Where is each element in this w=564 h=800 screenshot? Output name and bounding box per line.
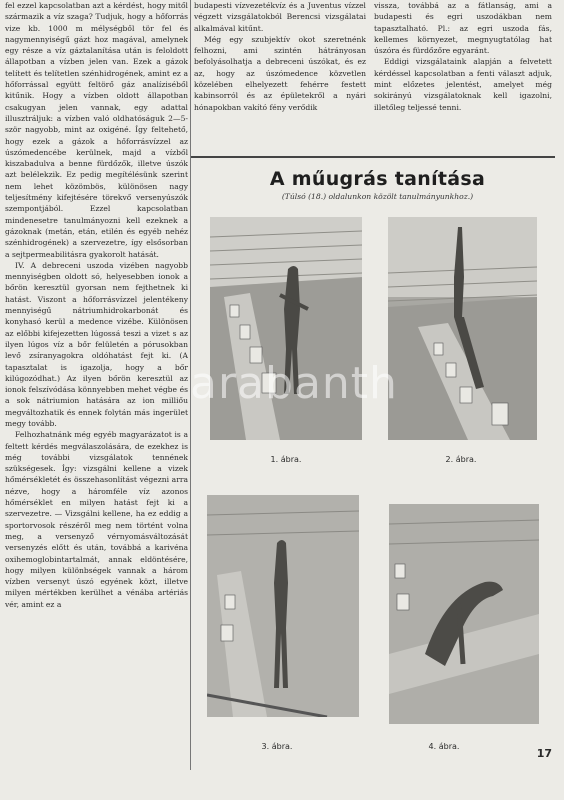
- figure-photo-1: [210, 217, 362, 440]
- figure-photo-3: [207, 495, 359, 717]
- page-number: 17: [536, 747, 552, 760]
- section-divider: [191, 156, 555, 158]
- paragraph: Felhozhatnánk még egyéb magyarázatot is a feltett kérdés megválaszolására, de ezekhez is még további vizsgálatok tennének szükségesek. Így: vizsgálni kellene a vizek hőmérsékletét és összehasonlítást végezni arra nézve, hogy a háromféle víz azonos hőmérséklet en milyen hatást fejt ki a szervezetre. — Vizsgálni kellene, ha ez eddig a sportorvosok részéről meg nem történt volna meg, a versenyző vérnyomásváltozását versenyzés előtt és után, továbbá a karivéna oxihemoglobintartalmát, annak eldöntésére, hogy milyen különbségek vannak a három vízben versenyt úszó egyének közt, illetve milyen mértékben kerülhet a vénába artériás vér, amint ez a: [5, 430, 188, 609]
- watermark: arabanth: [190, 358, 398, 409]
- figure-caption-1: 1. ábra.: [270, 455, 302, 464]
- article-subtitle: (Túlsó (18.) oldalunkon közölt tanulmányunkhoz.): [281, 192, 474, 201]
- paragraph: fel ezzel kapcsolatban azt a kérdést, hogy mitől származik a víz szaga? Tudjuk, hogy a hőforrás vize kb. 1000 m mélységből tör fel és nagymennyiségű gázt hoz magával, amelynek egy része a víz gáztalanítása után is feloldott állapotban a vízben jelen van. Ezek a gázok telített és telítetlen szénhidrogének, amint ez a hőforrással együtt feltörő gáz analíziséből kitűnik. Hogy a vízben oldott állapotban csakugyan jelen vannak, egy adattal illusztráljuk: a vízben való oldhatóságuk 2—5-ször nagyobb, mint az oxigéné. Így feltehető, hogy ezek a gázok a hőforrásvízzel az úszómedencébe kerülnek, majd a vízből kiszabadulva a benne fürdőzők, illetve úszók azt belélekzik. Ez pedig megítélésünk szerint nem lehet közömbös, különösen nagy teljesítmény kifejtésére törekvő versenyúszók szempontjából. Ezzel kapcsolatban mindenesetre tanulmányozni kell ezeknek a gázoknak (metán, etán, etilén és egyéb nehéz szénhidrogének) a szervezetre, így elsősorban a sejtpermeabilitásra gyakorolt hatását.: [5, 1, 188, 259]
- article-title: A műugrás tanítása: [269, 168, 486, 190]
- figure-caption-3: 3. ábra.: [261, 742, 293, 751]
- text-column-left: [5, 0, 188, 785]
- column-divider: [190, 0, 191, 770]
- figure-caption-2: 2. ábra.: [445, 455, 477, 464]
- paragraph: Még egy szubjektív okot szeretnénk felhozni, ami szintén hátrányosan befolyásolhatja a debreceni úszókat, és ez az, hogy az úszómedence közvetlen közelében elhelyezett fehérre festett kabinsorról és az épületekről a nyári hónapokban vakító fény verődik: [194, 34, 366, 112]
- figure-photo-4: [389, 504, 539, 724]
- figure-photo-2: [388, 217, 537, 440]
- figure-caption-4: 4. ábra.: [428, 742, 460, 751]
- paragraph: Eddigi vizsgálataink alapján a felvetett kérdéssel kapcsolatban a fenti választ adjuk, mint előzetes jelentést, amelyet még sokirányú vizsgálatoknak kell igazolni, illetőleg teljessé tenni.: [374, 57, 552, 112]
- paragraph: vissza, továbbá az a fátlanság, ami a budapesti és egri uszodákban nem tapasztalható. Pl.: az egri uszoda fás, kellemes környezet, megnyugtatólag hat úszóra és fürdőzőre egyaránt.: [374, 1, 552, 56]
- paragraph: IV. A debreceni uszoda vizében nagyobb mennyiségben oldott só, helyesebben ionok a bőrön keresztül gyorsan nem fejthetnek ki hatást. Viszont a hőforrásvízzel jelentékeny mennyiségű nátriumhidrokarbonát és konyhasó kerül a medence vizébe. Különösen az előbbi kifejezetten lúgossá teszi a vizet s az ilyen lúgos víz a bőr felületén a pórusokban levő zsíranyagokra oldóhatást fejt ki. (A tapasztalat is igazolja, hogy a bőr kilúgozódhat.) Az ilyen bőrön keresztül az ionok felszívódása könnyebben mehet végbe és a sok nátriumion hatására az ion milliőu megváltozhatik és ennek folytán más ingerület megy tovább.: [5, 260, 188, 428]
- paragraph: budapesti vízvezetékvíz és a Juventus vízzel végzett vizsgálatokból Berencsi vizsgálatai alkalmával kitűnt.: [194, 1, 366, 33]
- text-column-middle: [194, 0, 366, 165]
- text-column-right: [374, 0, 552, 165]
